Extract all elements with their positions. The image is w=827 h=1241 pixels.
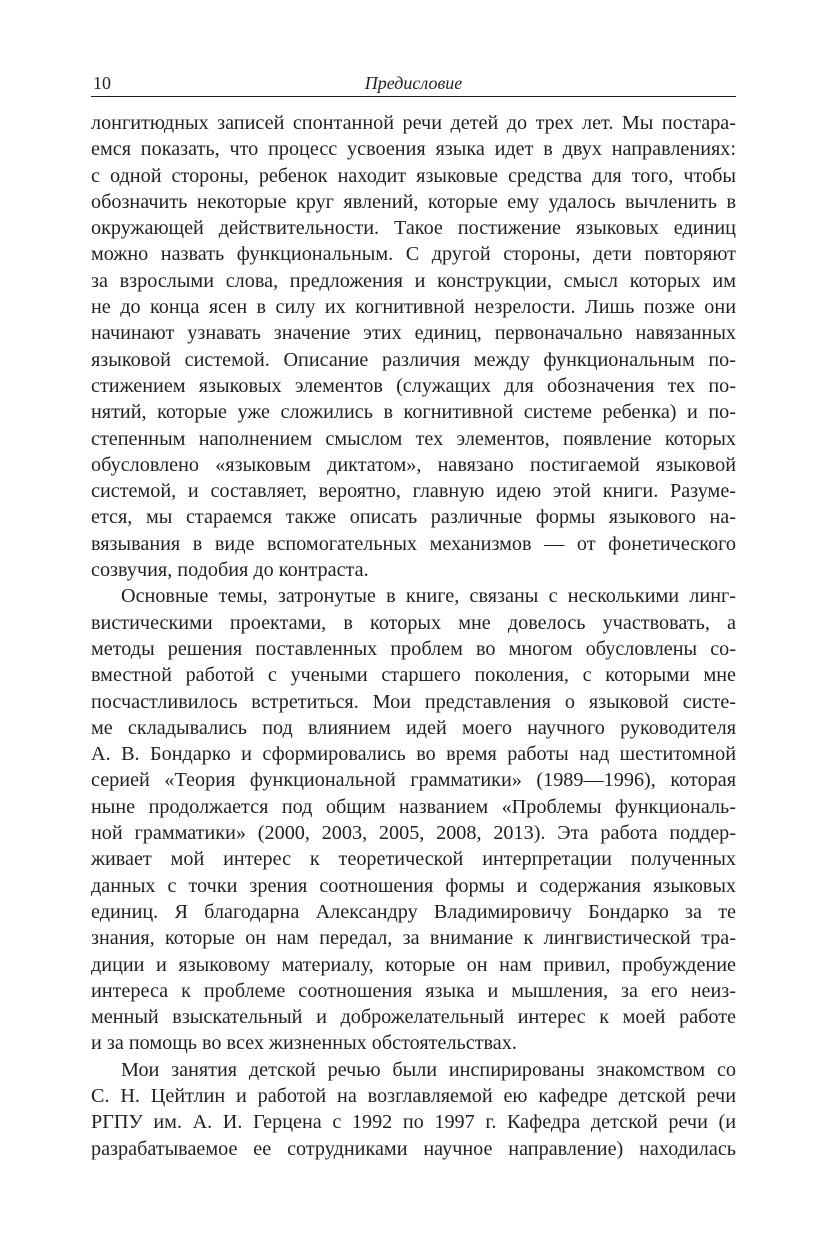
body-text — [91, 110, 736, 1162]
text-line: диции и языковому материалу, которые он нам привил, пробуждение — [91, 953, 736, 976]
text-line: с одной стороны, ребенок находит языковые средства для того, чтобы — [91, 164, 736, 187]
text-line: живает мой интерес к теоретической интерпретации полученных — [91, 848, 736, 871]
text-line: ной грамматики» (2000, 2003, 2005, 2008, 2013). Эта работа поддер- — [91, 822, 736, 845]
text-line: обозначить некоторые круг явлений, которые ему удалось вычленить в — [91, 190, 736, 213]
text-line: системой, и составляет, вероятно, главную идею этой книги. Разуме- — [91, 480, 736, 503]
paragraph — [91, 110, 736, 583]
text-line: лонгитюдных записей спонтанной речи детей до трех лет. Мы постара- — [91, 112, 736, 134]
text-line: единиц. Я благодарна Александру Владимировичу Бондарко за те — [91, 900, 736, 923]
text-line: за взрослыми слова, предложения и конструкции, смысл которых им — [91, 269, 736, 292]
text-line: интереса к проблеме соотношения языка и мышления, за его неиз- — [91, 979, 736, 1002]
text-line: Основные темы, затронутые в книге, связаны с несколькими линг- — [121, 585, 736, 608]
text-line: А. В. Бондарко и сформировались во время работы над шеститомной — [91, 743, 736, 766]
text-line: степенным наполнением смыслом тех элементов, появление которых — [91, 427, 736, 450]
text-line: языковой системой. Описание различия между функциональным по- — [91, 348, 736, 371]
text-line: ме складывались под влиянием идей моего научного руководителя — [91, 716, 736, 739]
text-line: знания, которые он нам передал, за внимание к лингвистической тра- — [91, 927, 736, 950]
text-line: ется, мы стараемся также описать различные формы языкового на- — [91, 506, 736, 529]
text-line: вязывания в виде вспомогательных механизмов — от фонетического — [91, 532, 736, 555]
text-line: нятий, которые уже сложились в когнитивной системе ребенка) и по- — [91, 401, 736, 424]
text-line: не до конца ясен в силу их когнитивной незрелости. Лишь позже они — [91, 296, 736, 319]
running-head — [91, 70, 736, 97]
text-line: окружающей действительности. Такое постижение языковых единиц — [91, 217, 736, 240]
paragraph — [91, 1057, 736, 1162]
text-line: серией «Теория функциональной грамматики» (1989—1996), которая — [91, 769, 736, 792]
text-line: Мои занятия детской речью были инспирированы знакомством со — [121, 1058, 736, 1081]
text-line: разрабатываемое ее сотрудниками научное направление) находилась — [91, 1137, 736, 1160]
text-line: данных с точки зрения соотношения формы и содержания языковых — [91, 874, 736, 897]
text-line: начинают узнавать значение этих единиц, первоначально навязанных — [91, 322, 736, 345]
text-line: ныне продолжается под общим названием «Проблемы функциональ- — [91, 795, 736, 818]
text-line: РГПУ им. А. И. Герцена с 1992 по 1997 г. Кафедра детской речи (и — [91, 1111, 736, 1134]
text-line: менный взыскательный и доброжелательный интерес к моей работе — [91, 1006, 736, 1029]
text-line: посчастливилось встретиться. Мои представления о языковой систе- — [91, 690, 736, 713]
text-line: С. Н. Цейтлин и работой на возглавляемой ею кафедре детской речи — [91, 1084, 736, 1107]
text-line: емся показать, что процесс усвоения языка идет в двух направлениях: — [91, 138, 736, 161]
text-line: можно назвать функциональным. С другой стороны, дети повторяют — [91, 243, 736, 266]
text-line: обусловлено «языковым диктатом», навязано постигаемой языковой — [91, 453, 736, 476]
page-number: 10 — [93, 73, 111, 93]
text-line: методы решения поставленных проблем во многом обусловлены со- — [91, 637, 736, 660]
text-line: и за помощь во всех жизненных обстоятельствах. — [91, 1032, 517, 1055]
paragraph — [91, 583, 736, 1056]
text-line: вместной работой с учеными старшего поколения, с которыми мне — [91, 664, 736, 687]
text-line: созвучия, подобия до контраста. — [91, 559, 369, 582]
text-line: вистическими проектами, в которых мне довелось участвовать, а — [91, 611, 736, 634]
section-title: Предисловие — [364, 73, 463, 93]
text-line: стижением языковых элементов (служащих для обозначения тех по- — [91, 374, 736, 397]
